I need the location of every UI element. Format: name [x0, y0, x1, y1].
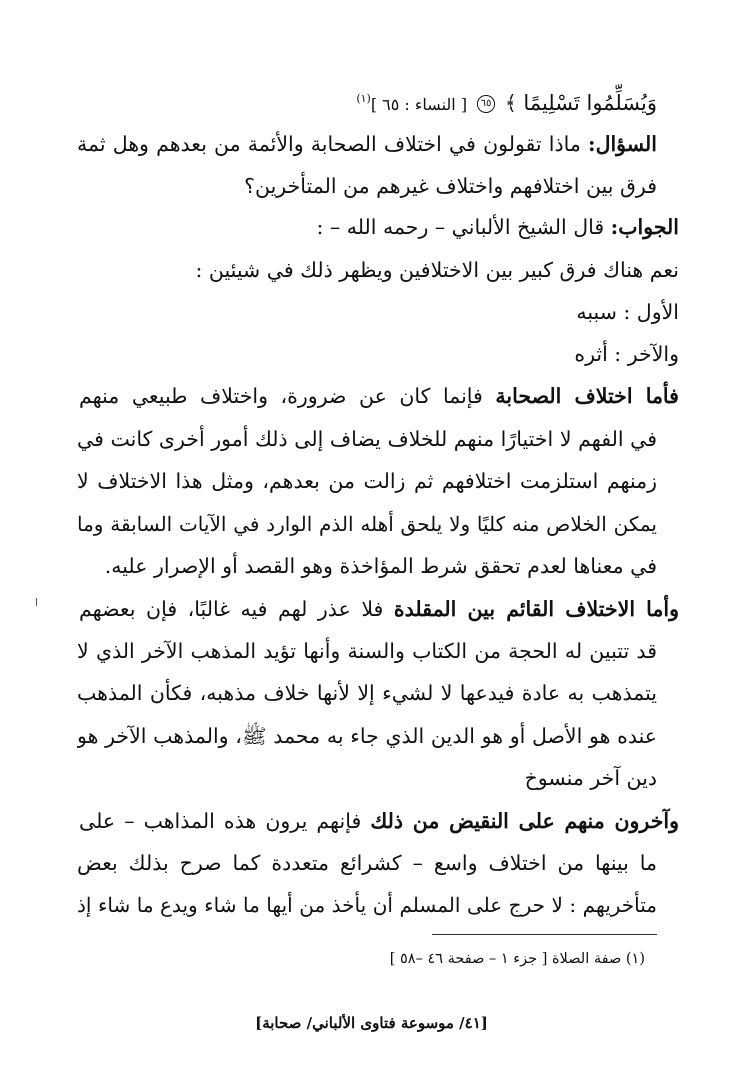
answer-intro: قال الشيخ الألباني – رحمه الله – : [316, 215, 605, 239]
answer-line-1 [99, 255, 679, 285]
para1-line-1 [79, 381, 679, 411]
verse-quote: وَيُسَلِّمُوا تَسْلِيمًا [523, 90, 657, 115]
para3-text-3: متأخريهم : لا حرج على المسلم أن يأخذ من أيها ما شاء ويدع ما شاء إذ [77, 893, 657, 917]
para2-line-4 [77, 721, 657, 751]
answer-label: الجواب: [610, 215, 679, 239]
ayah-number-icon: ٦٥ [477, 95, 496, 113]
para2-line-1 [79, 594, 679, 624]
para2-text-5: دين آخر منسوخ [524, 766, 657, 790]
para1-text-3: زمنهم استلزمت اختلافهم ثم زالت من بعدهم، ومثل هذا الاختلاف لا [77, 469, 657, 493]
answer-first: الأول : سببه [576, 300, 679, 324]
para3-line-1 [79, 806, 679, 836]
question-label: السؤال: [588, 132, 657, 156]
para2-line-2 [77, 636, 657, 666]
para3-lead: وآخرون منهم على النقيض من ذلك [370, 809, 679, 833]
question-text-2: فرق بين اختلافهم واختلاف غيرهم من المتأخرين؟ [244, 174, 657, 198]
answer-second: والآخر : أثره [574, 342, 679, 366]
footnote-marker: (١) [356, 92, 371, 105]
para1-text-1: فإنما كان عن ضرورة، واختلاف طبيعي منهم [79, 384, 483, 408]
para3-text-1: فإنهم يرون هذه المذاهب – على [79, 809, 362, 833]
answer-second-line [99, 339, 679, 369]
answer-intro-line [99, 212, 679, 242]
para2-line-5 [77, 763, 657, 793]
para3-line-2 [77, 848, 657, 878]
para2-text-3: يتمذهب به عادة فيدعها لا لشيء إلا لأنها خلاف مذهبه، فكأن المذهب [77, 681, 657, 705]
para1-line-3 [77, 466, 657, 496]
para1-line-5 [77, 551, 657, 581]
verse-line [77, 84, 657, 120]
verse-reference: [ النساء : ٦٥ ] [370, 94, 468, 114]
para1-text-5: في معناها لعدم تحقق شرط المؤاخذة وهو القصد أو الإصرار عليه. [104, 554, 657, 578]
para2-line-3 [77, 678, 657, 708]
para1-line-4 [77, 509, 657, 539]
para1-lead: فأما اختلاف الصحابة [495, 384, 679, 408]
footnote: (١) صفة الصلاة [ جزء ١ – صفحة ٤٦ –٥٨ ] [389, 951, 645, 967]
footnote-rule [432, 934, 657, 935]
question-line-1 [77, 129, 657, 159]
ornate-bracket-icon: ﴾ [504, 90, 517, 115]
page-footer: [٤١/ موسوعة فتاوى الألباني/ صحابة] [255, 1014, 488, 1032]
para2-text-2: قد تتبين له الحجة من الكتاب والسنة وأنها تؤيد المذهب الآخر الذي لا [77, 639, 657, 663]
para1-text-4: يمكن الخلاص منه كليًا ولا يلحق أهله الذم الوارد في الآيات السابقة وما [77, 512, 657, 536]
question-line-2 [77, 171, 657, 201]
para3-text-2: ما بينها من اختلاف واسع – كشرائع متعددة كما صرح بذلك بعض [77, 851, 657, 875]
para3-line-3 [77, 890, 657, 920]
question-text-1: ماذا تقولون في اختلاف الصحابة والأئمة من بعدهم وهل ثمة [77, 132, 581, 156]
para1-text-2: في الفهم لا اختيارًا منهم للخلاف يضاف إلى ذلك أمور أخرى كانت في [77, 427, 657, 451]
answer-first-line [99, 297, 679, 327]
para2-text-4: عنده هو الأصل أو هو الدين الذي جاء به محمد ﷺ، والمذهب الآخر هو [77, 724, 657, 748]
margin-mark [36, 598, 37, 606]
para2-lead: وأما الاختلاف القائم بين المقلدة [393, 597, 679, 621]
answer-text-1: نعم هناك فرق كبير بين الاختلافين ويظهر ذلك في شيئين : [195, 258, 679, 282]
para2-text-1: فلا عذر لهم فيه غالبًا، فإن بعضهم [79, 597, 384, 621]
para1-line-2 [77, 424, 657, 454]
